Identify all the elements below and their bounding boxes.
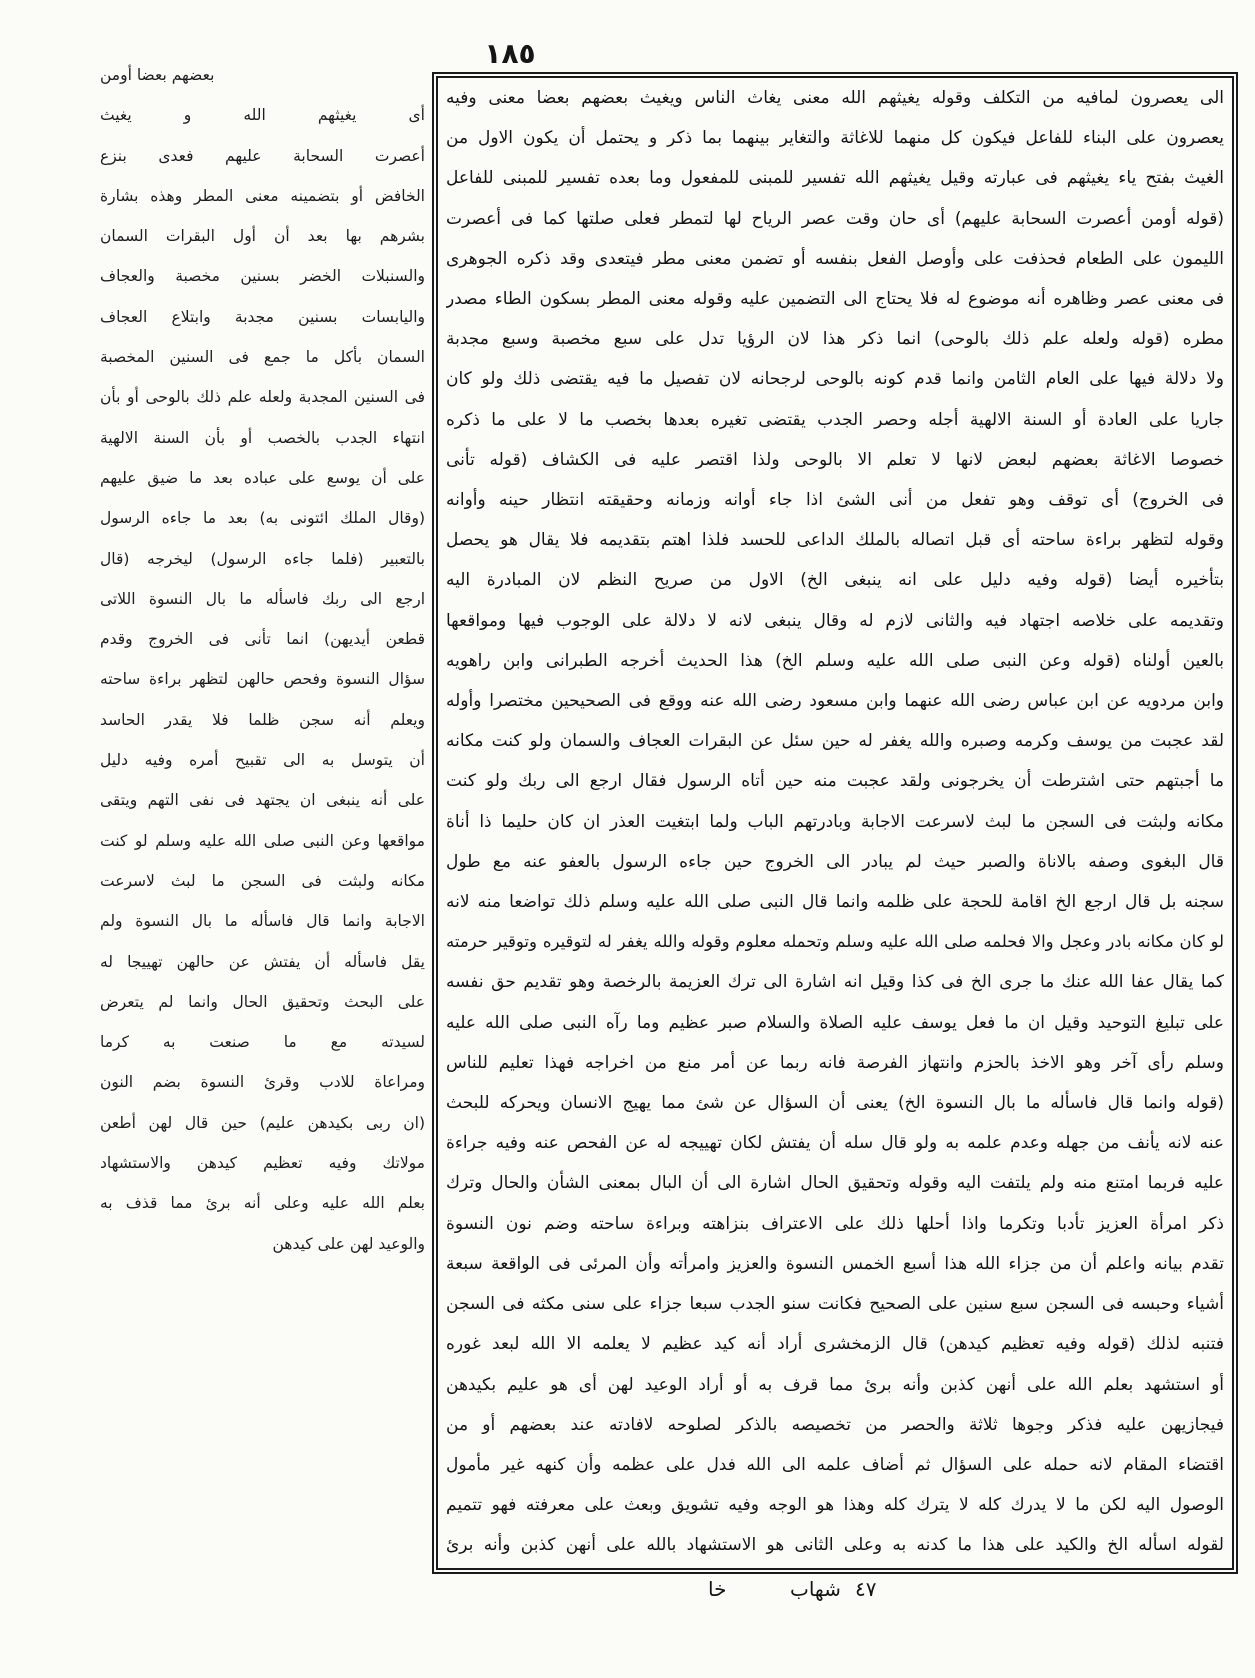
margin-note-line: الاجابة وانما قال فاسأله ما بال النسوة ولم [100,912,425,931]
main-text-line: عنه لانه يأنف من جهله وعدم علمه به ولو قال سله أن يفتش لكان تهييجه له عن الفحص عنه وفيه جراءة [446,1133,1224,1154]
main-text-line: الغيث بفتح ياء يغيثهم فى عبارته وقيل يغيثهم الله تفسير للمبنى للمفعول وما بعده تفسير للمبنى للفاعل [446,168,1224,189]
main-text-line: وقوله لتظهر براءة ساحته أى قبل اتصاله بالملك الداعى للحسد فلذا اهتم بتقديمه فلا يقال هو يحصل [446,530,1224,551]
main-text-line: أشياء وحبسه فى السجن سبع سنين على الصحيح فكانت سنو الجدب سبعا جزاء على سنى مكثه فى السجن [446,1294,1224,1315]
main-text-line: فى الخروج) أى توقف وهو تفعل من أنى الشئ اذا جاء أوانه وزمانه وحقيقته انتظار حينه وأوانه [446,490,1224,511]
margin-note-line: على أنه ينبغى ان يجتهد فى نفى التهم ويتقى [100,791,425,810]
main-text-line: وسلم رأى آخر وهو الاخذ بالحزم وانتهاز الفرصة فانه ربما عن أمر منع من اخراجه فهذا تعليم للناس [446,1052,1224,1073]
main-text-line: بالعين أولناه (قوله وعن النبى صلى الله عليه وسلم الخ) هذا الحديث أخرجه الطبرانى وابن راهويه [446,650,1224,671]
margin-note-line: مكانه ولبثت فى السجن ما لبث لاسرعت [100,871,425,890]
main-text-line: وابن مردويه عن ابن عباس رضى الله عنهما وابن مسعود رضى الله عنه ووقع فى الصحيحين مختصرا وأوله [446,691,1224,712]
main-text-line: قال البغوى وصفه بالاناة والصبر حيث لم يبادر الى الخروج حين جاءه الرسول بالعفو عنه مع طول [446,851,1224,872]
main-text-line: مكانه ولبثت فى السجن ما لبث لاسرعت الاجابة وبادرتهم الباب ولما ابتغيت العذر ان كان حليما ذا أناة [446,811,1224,832]
main-text-line: (قوله أومن أعصرت السحابة عليهم) أى حان وقت عصر الرياح لها لتمطر فعلى صلتها كما فى أعصرت [446,208,1224,229]
main-text-line: ولا دلالة فيها على العام الثامن وانما قدم كونه بالوحى لرجحانه لان تفصيل ما فيه يقتضى ذلك ولو كان [446,369,1224,390]
main-text-line: (قوله وانما قال فاسأله ما بال النسوة الخ) يعنى أن السؤال عن شئ مما يهيج الانسان ويحركه للبحث [446,1093,1224,1114]
main-text-line: لقد عجبت من يوسف وكرمه وصبره والله يغفر له حين سئل عن البقرات العجاف والسمان ولو كنت مكانه [446,731,1224,752]
footer-signature-label: شهاب [790,1577,841,1601]
margin-note-line: مواقعها وعن النبى صلى الله عليه وسلم لو كنت [100,831,425,850]
main-text-line: عليه فربما امتنع منه ولم يلتفت اليه وقوله وتحقيق الحال اشارة الى أن البال بمعنى الشأن والحال وترك [446,1173,1224,1194]
margin-note-line: السمان بأكل ما جمع فى السنين المخصبة [100,348,425,367]
margin-note-line: أعصرت السحابة عليهم فعدى بنزع [100,146,425,165]
margin-note-line: لسيدته مع ما صنعت به كرما [100,1033,425,1052]
main-text-line: يعصرون على البناء للفاعل فيكون كل منهما للاغاثة والتغاير بينهما بما ذكر و يحتمل أن يكون الاول من [446,128,1224,149]
margin-note-line: (وقال الملك ائتونى به) بعد ما جاءه الرسول [100,509,425,528]
margin-note-line: على أن يوسع على عباده بعد ما ضيق عليهم [100,468,425,487]
margin-note-line: ويعلم أنه سجن ظلما فلا يقدر الحاسد [100,710,425,729]
main-text-line: لو كان مكانه بادر وعجل والا فحلمه صلى الله عليه وسلم وتحمله معلوم وقوله والله يغفر له لتوقيره وتوقير حرمته [446,932,1224,952]
margin-note-line: والوعيد لهن على كيدهن [272,1234,425,1253]
margin-note-line: ومراعاة للادب وقرئ النسوة بضم النون [100,1073,425,1092]
main-text-line: فى معنى عصر وظاهره أنه موضوع له فلا يحتاج الى التضمين عليه وقوله معنى المطر بسكون الطاء مصدر [446,289,1224,310]
margin-note-line: واليابسات بسنين مجدبة وابتلاع العجاف [100,307,425,326]
main-text-line: اقتضاء المقام لانه حمله على السؤال ثم أضاف علمه الى الله فدل على عظمه وأن كنهه غير مأمول [446,1454,1224,1475]
margin-note-line: سؤال النسوة وفحص حالهن لتظهر براءة ساحته [100,670,425,689]
margin-note-line: (ان ربى بكيدهن عليم) حين قال لهن أطعن [100,1113,425,1132]
margin-note-line: الخافض أو بتضمينه معنى المطر وهذه بشارة [100,186,425,205]
main-text-line: ذكر امرأة العزيز تأدبا وتكرما واذا أحلها ذلك على الاعتراف بنزاهته وبراءة ساحته وضم نون النسوة [446,1213,1224,1234]
main-text-line: وتقديمه على خلاصه اجتهاد فيه والثانى لازم له وقال ينبغى لانه لا دلالة على الوجوب فيها ومواقعها [446,610,1224,631]
margin-notes [100,55,425,1264]
margin-note-line: بعلم الله عليه وعلى أنه برئ مما قذف به [100,1194,425,1213]
margin-note-line: مولاتك وفيه تعظيم كيدهن والاستشهاد [100,1154,425,1173]
main-text-line: ما أجبتهم حتى اشترطت أن يخرجونى ولقد عجبت منه حين أتاه الرسول فقال ارجع الى ربك ولو كنت [446,771,1224,792]
margin-note-line: أن يتوسل به الى تقبيح أمره وفيه دليل [100,751,425,770]
margin-note-line: أى يغيثهم الله و يغيث [100,106,425,125]
main-text-line: كما يقال عفا الله عنك ما جرى الخ فى كذا وقيل انه اشارة الى ترك العزيمة بالرخصة وهو تقديم حق نفسه [446,972,1224,993]
main-text-line: خصوصا الاغاثة بعضهم لبعض لانها لا تعلم الا بالوحى ولذا اقتصر عليه فى الكشاف (قوله تأنى [446,449,1224,470]
footer-signature-mark: خا [708,1577,727,1601]
main-text-line: جاريا على العادة أو السنة الالهية أجله وحصر الجدب يقتضى تغيره بعدها بخصب ما لا على ما ذكره [446,409,1224,430]
margin-note-line: انتهاء الجدب بالخصب أو بأن السنة الالهية [100,428,425,447]
margin-note-line: بعضهم بعضا أومن [100,66,215,84]
margin-note-line: ارجع الى ربك فاسأله ما بال النسوة اللاتى [100,589,425,608]
margin-note-line: بشرهم بها بعد أن أول البقرات السمان [100,227,425,246]
main-text-line: تقدم بيانه واعلم أن من جزاء الله هذا أسبع الخمس النسوة والعزيز وامرأته وأن المرئى فى الواقعة سبعة [446,1253,1224,1274]
main-text-line: على تبليغ التوحيد وقيل ان ما فعل يوسف عليه الصلاة والسلام صبر عظيم وما رآه النبى صلى الله عليه [446,1012,1224,1033]
margin-note-line: يقل فاسأله أن يفتش عن حالهن تهييجا له [100,952,425,971]
main-text-box [432,72,1238,1574]
main-text-line: الى يعصرون لمافيه من التكلف وقوله يغيثهم الله معنى يغاث الناس ويغيث بعضهم بعضا معنى وفيه [446,88,1224,108]
main-text-line: الليمون على الطعام فحذفت على وأوصل الفعل بنفسه أو تضمن معنى مطر فيتعدى وقد ذكره الجوهرى [446,248,1224,269]
main-text-line: الوصول اليه لكن ما لا يدرك كله لا يترك كله وهذا هو الوجه وفيه تشويق وبعث على معرفته فهو تتميم [446,1495,1224,1516]
main-text-line: لقوله اسأله الخ والكيد على هذا ما كدنه به وعلى الثانى هو الاستشهاد بالله على أنهن كذبن وأنه برئ [446,1535,1224,1556]
page-number: ١٨٥ [484,37,536,70]
margin-notes-lines [100,55,425,1264]
margin-note-line: قطعن أيديهن) انما تأنى فى الخروج وقدم [100,630,425,649]
main-text-line: سجنه بل قال ارجع الخ اقامة للحجة على ظلمه وانما قال النبى صلى الله عليه وسلم ذلك تواضعا منه لانه [446,892,1224,913]
margin-note-line: فى السنين المجدبة ولعله علم ذلك بالوحى أو بأن [100,388,425,407]
margin-note-line: بالتعبير (فلما جاءه الرسول) ليخرجه (قال [100,549,425,568]
main-text-line: فتنبه لذلك (قوله وفيه تعظيم كيدهن) قال الزمخشرى أراد أنه كيد عظيم لا يعلمه الا الله لبعد غوره [446,1334,1224,1355]
main-text-line: بتأخيره أيضا (قوله وفيه دليل على انه ينبغى الخ) الاول من صريح النظم لان المبادرة اليه [446,570,1224,591]
margin-note-line: على البحث وتحقيق الحال وانما لم يتعرض [100,992,425,1011]
footer-signature-number: ٤٧ [855,1577,877,1601]
main-text-lines [446,78,1224,1566]
margin-note-line: والسنبلات الخضر بسنين مخصبة والعجاف [100,267,425,286]
main-text-line: مطره (قوله ولعله علم ذلك بالوحى) انما ذكر هذا لان الرؤيا تدل على سبع مخصبة وسبع مجدبة [446,329,1224,350]
main-text-line: فيجازيهن عليه فذكر وجوها ثلاثة والحصر من تخصيصه بالذكر لصلوحه لافادته عند بعضهم أو من [446,1414,1224,1435]
main-text-line: أو استشهد بعلم الله على أنهن كذبن وأنه برئ مما قرف به أو أراد الوعيد لهن أى هو عليم بكيدهن [446,1374,1224,1395]
